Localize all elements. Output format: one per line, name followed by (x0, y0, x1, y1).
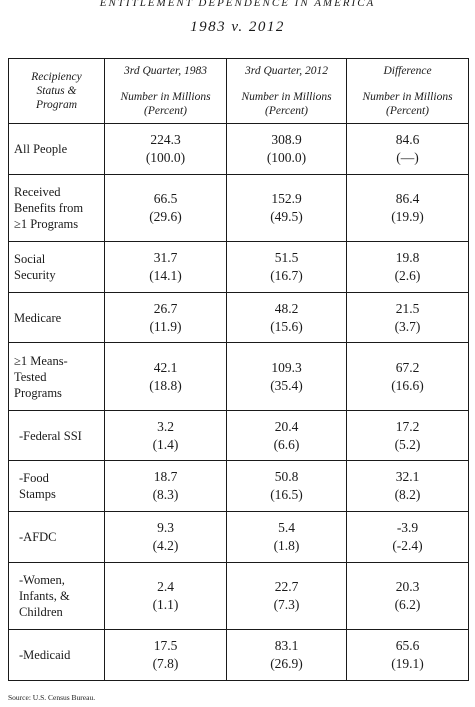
value-millions: 20.4 (274, 418, 299, 434)
header-label-line: Recipiency (31, 71, 82, 83)
value-percent: (19.1) (391, 656, 424, 672)
value-percent: (15.6) (270, 318, 303, 334)
value-millions: 22.7 (274, 579, 299, 595)
value-millions: 18.7 (153, 469, 178, 485)
header-period: Difference (383, 65, 432, 77)
value-millions: 308.9 (271, 131, 302, 147)
cell-difference (347, 461, 469, 512)
value-percent: (18.8) (149, 377, 182, 393)
cell-difference (347, 241, 469, 292)
header-recipiency (9, 59, 105, 124)
value-millions: 31.7 (153, 249, 178, 265)
table-row (9, 630, 469, 681)
cell-1983 (105, 292, 227, 343)
value-percent: (4.2) (152, 538, 179, 554)
value-percent: (—) (396, 149, 419, 165)
value-percent: (6.6) (273, 436, 300, 452)
value-percent: (16.5) (270, 487, 303, 503)
cell-2012 (227, 343, 347, 410)
row-label-line: ≥1 Programs (14, 216, 79, 231)
row-label (9, 124, 105, 175)
value-percent: (7.8) (152, 656, 179, 672)
row-label (9, 241, 105, 292)
value-millions: 83.1 (274, 638, 299, 654)
value-millions: 152.9 (271, 190, 302, 206)
cell-2012 (227, 630, 347, 681)
value-percent: (100.0) (266, 149, 307, 165)
cell-2012 (227, 174, 347, 241)
header-percent: (Percent) (144, 105, 187, 117)
value-millions: 17.2 (395, 418, 420, 434)
value-percent: (1.1) (152, 597, 179, 613)
table-row (9, 461, 469, 512)
row-label-line: -Federal SSI (19, 428, 82, 443)
header-units: Number in Millions (120, 91, 211, 103)
header-units: Number in Millions (241, 91, 332, 103)
cell-difference (347, 343, 469, 410)
value-millions: -3.9 (396, 520, 419, 536)
cell-1983 (105, 124, 227, 175)
value-millions: 2.4 (157, 579, 174, 595)
cell-difference (347, 562, 469, 629)
table-row (9, 512, 469, 563)
cell-2012 (227, 512, 347, 563)
value-millions: 48.2 (274, 300, 299, 316)
value-millions: 65.6 (395, 638, 420, 654)
source-note: Source: U.S. Census Bureau. (8, 693, 96, 702)
cell-difference (347, 410, 469, 461)
header-label-line: Status & (36, 85, 77, 97)
value-percent: (7.3) (273, 597, 300, 613)
row-label (9, 512, 105, 563)
cell-2012 (227, 410, 347, 461)
value-percent: (19.9) (391, 208, 424, 224)
value-percent: (1.4) (152, 436, 179, 452)
page-title: ENTITLEMENT DEPENDENCE IN AMERICA (99, 0, 376, 9)
row-label-line: ≥1 Means- (14, 353, 68, 368)
header-percent: (Percent) (265, 105, 308, 117)
row-label (9, 630, 105, 681)
cell-1983 (105, 241, 227, 292)
value-percent: (49.5) (270, 208, 303, 224)
value-millions: 3.2 (157, 418, 174, 434)
table-row (9, 292, 469, 343)
value-millions: 32.1 (395, 469, 420, 485)
table-row (9, 241, 469, 292)
value-percent: (35.4) (270, 377, 303, 393)
cell-2012 (227, 292, 347, 343)
header-period: 3rd Quarter, 2012 (245, 65, 328, 77)
value-percent: (1.8) (273, 538, 300, 554)
row-label (9, 410, 105, 461)
table-row (9, 343, 469, 410)
value-millions: 224.3 (150, 131, 181, 147)
cell-difference (347, 174, 469, 241)
cell-2012 (227, 241, 347, 292)
header-1983 (105, 59, 227, 124)
table-row (9, 174, 469, 241)
header-2012 (227, 59, 347, 124)
cell-2012 (227, 461, 347, 512)
value-percent: (6.2) (394, 597, 421, 613)
value-millions: 109.3 (271, 359, 302, 375)
value-millions: 20.3 (395, 579, 420, 595)
value-percent: (29.6) (149, 208, 182, 224)
row-label-line: -AFDC (19, 530, 57, 545)
table-header-row (9, 59, 469, 124)
row-label-line: -Food (19, 471, 49, 486)
header-period: 3rd Quarter, 1983 (124, 65, 207, 77)
value-percent: (8.2) (394, 487, 421, 503)
cell-difference (347, 630, 469, 681)
value-millions: 26.7 (153, 300, 178, 316)
row-label-line: Medicare (14, 310, 62, 325)
header-percent: (Percent) (386, 105, 429, 117)
cell-1983 (105, 562, 227, 629)
value-millions: 9.3 (157, 520, 174, 536)
row-label-line: Benefits from (14, 200, 84, 215)
value-millions: 5.4 (278, 520, 295, 536)
row-label (9, 174, 105, 241)
table-row (9, 124, 469, 175)
page-subtitle: 1983 v. 2012 (190, 19, 285, 35)
header-label-line: Program (35, 99, 78, 111)
cell-1983 (105, 512, 227, 563)
row-label-line: -Medicaid (19, 648, 71, 663)
cell-2012 (227, 562, 347, 629)
value-percent: (100.0) (145, 149, 186, 165)
row-label (9, 562, 105, 629)
cell-1983 (105, 461, 227, 512)
value-percent: (11.9) (149, 318, 182, 334)
value-percent: (26.9) (270, 656, 303, 672)
cell-difference (347, 124, 469, 175)
table-row (9, 410, 469, 461)
value-millions: 50.8 (274, 469, 299, 485)
cell-1983 (105, 174, 227, 241)
value-millions: 19.8 (395, 249, 420, 265)
row-label-line: -Women, (19, 573, 65, 588)
row-label (9, 292, 105, 343)
value-percent: (8.3) (152, 487, 179, 503)
row-label-line: All People (14, 141, 68, 156)
value-percent: (3.7) (394, 318, 421, 334)
header-units: Number in Millions (362, 91, 453, 103)
cell-2012 (227, 124, 347, 175)
row-label-line: Social (14, 251, 46, 266)
value-percent: (16.6) (391, 377, 424, 393)
row-label-line: Infants, & (19, 589, 70, 604)
row-label-line: Children (19, 605, 63, 620)
value-millions: 66.5 (153, 190, 178, 206)
cell-difference (347, 512, 469, 563)
value-millions: 84.6 (395, 131, 420, 147)
row-label-line: Tested (14, 369, 47, 384)
value-millions: 86.4 (395, 190, 420, 206)
value-percent: (5.2) (394, 436, 421, 452)
value-percent: (2.6) (394, 267, 421, 283)
header-difference (347, 59, 469, 124)
table-row (9, 562, 469, 629)
cell-1983 (105, 343, 227, 410)
value-percent: (-2.4) (392, 538, 423, 554)
row-label-line: Programs (14, 385, 62, 400)
value-millions: 21.5 (395, 300, 420, 316)
cell-1983 (105, 410, 227, 461)
row-label-line: Stamps (19, 487, 56, 502)
row-label (9, 461, 105, 512)
entitlement-table (8, 58, 469, 681)
value-millions: 17.5 (153, 638, 178, 654)
value-percent: (14.1) (149, 267, 182, 283)
value-millions: 67.2 (395, 359, 420, 375)
row-label-line: Security (14, 267, 56, 282)
row-label (9, 343, 105, 410)
value-millions: 42.1 (153, 359, 178, 375)
value-percent: (16.7) (270, 267, 303, 283)
value-millions: 51.5 (274, 249, 299, 265)
cell-1983 (105, 630, 227, 681)
row-label-line: Received (14, 184, 61, 199)
cell-difference (347, 292, 469, 343)
